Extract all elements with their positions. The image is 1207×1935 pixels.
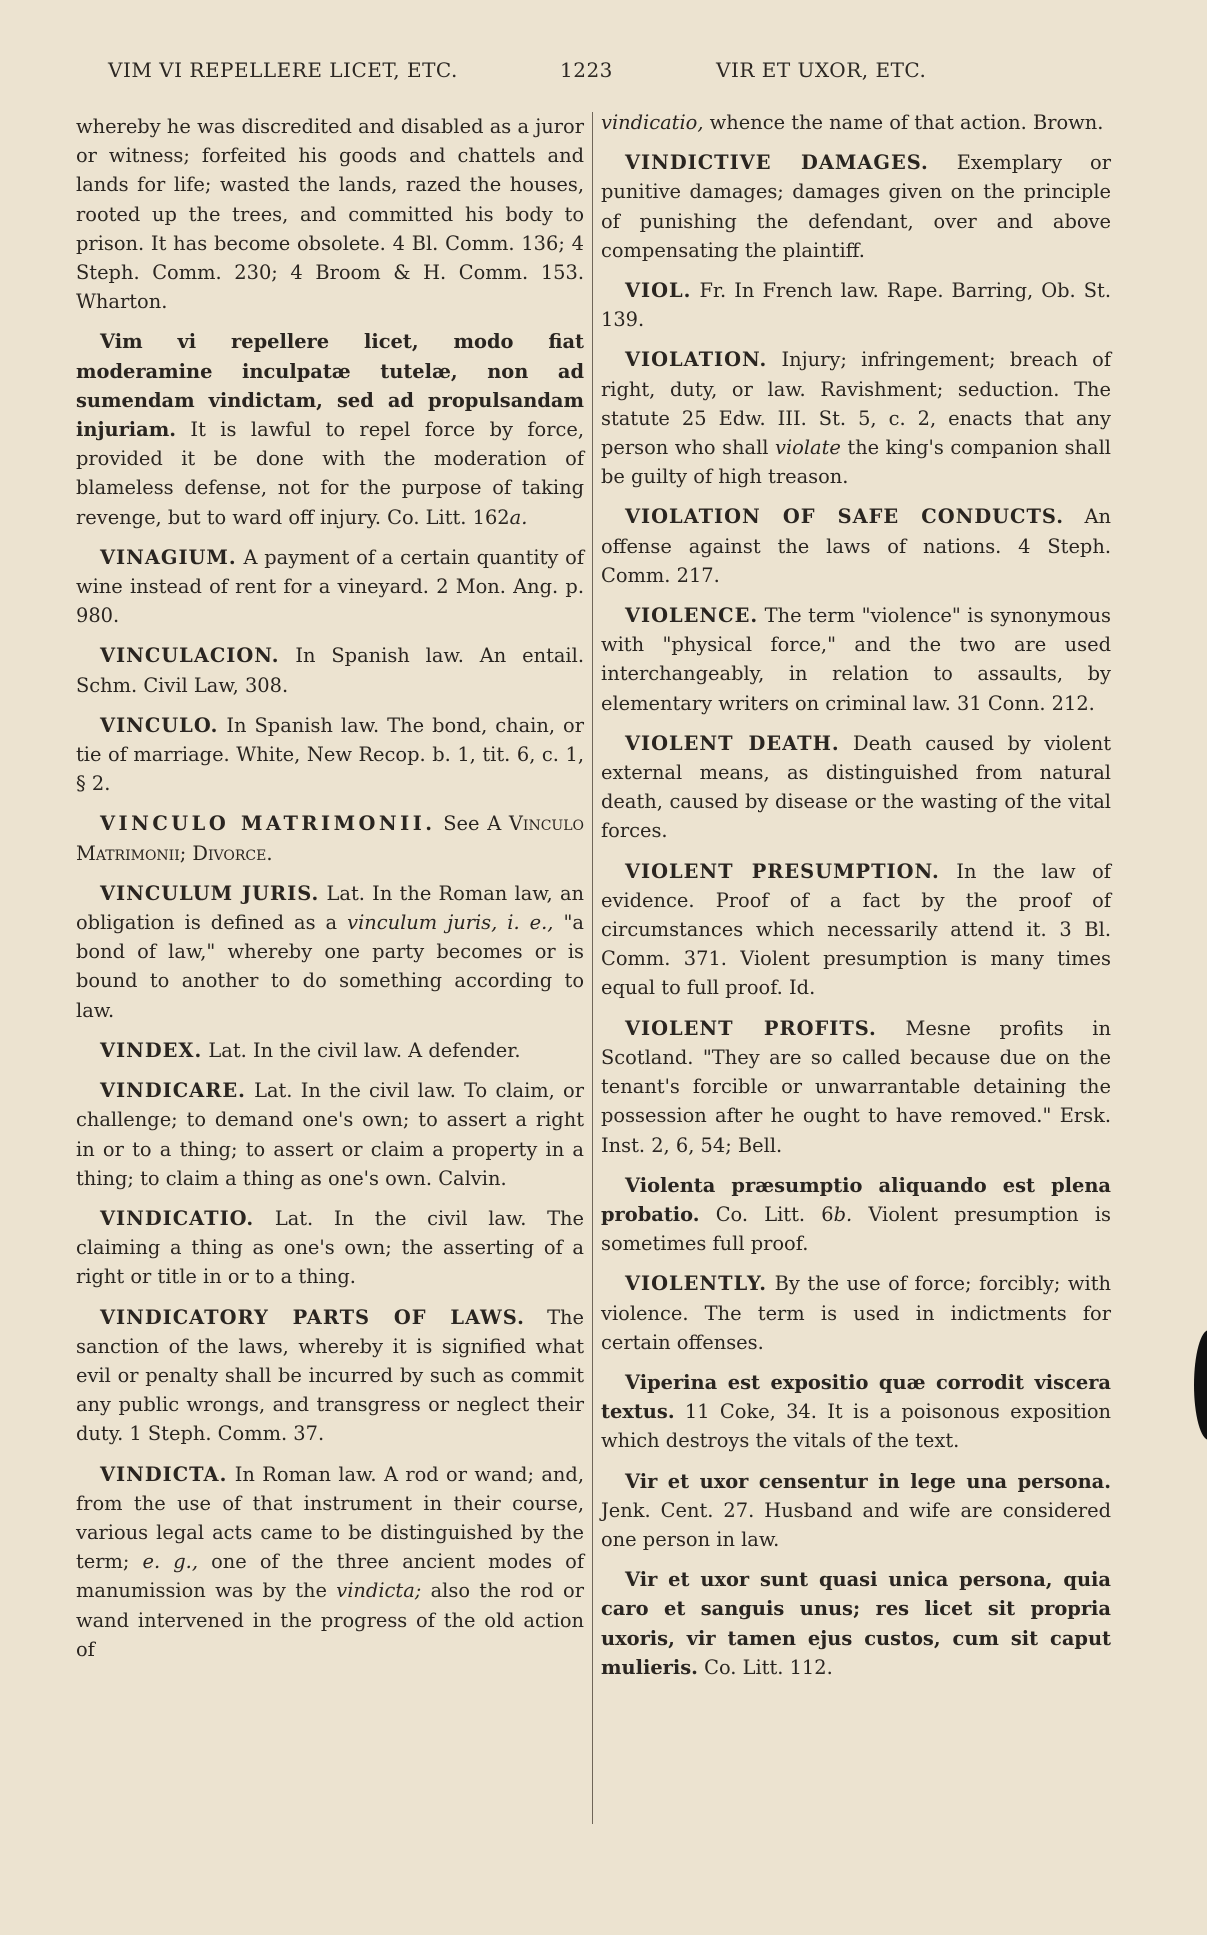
- ink-blot: [1194, 1330, 1207, 1440]
- entry-violent-death: VIOLENT DEATH. Death caused by violent external means, as distinguished from natural death, caused by disease or the wasting of the vital forces.: [601, 731, 1111, 843]
- entry-vindictive-damages: VINDICTIVE DAMAGES. Exemplary or punitive damages; damages given on the principle of punishing the defendant, over and above compensating the plaintiff.: [601, 151, 1111, 262]
- page-number: 1223: [560, 58, 613, 82]
- entry-vinculacion: VINCULACION. In Spanish law. An entail. Schm. Civil Law, 308.: [76, 644, 584, 697]
- entry-viol: VIOL. Fr. In French law. Rape. Barring, Ob. St. 139.: [601, 279, 1111, 332]
- maxim-vir-et-uxor-censentur: Vir et uxor censentur in lege una persona. Jenk. Cent. 27. Husband and wife are considered one person in law.: [601, 1469, 1111, 1551]
- running-head: [108, 58, 988, 92]
- entry-violent-presumption: VIOLENT PRESUMPTION. In the law of evidence. Proof of a fact by the proof of circumstances which necessarily attend it. 3 Bl. Comm. 371. Violent presumption is many times equal to full proof. Id.: [601, 859, 1111, 1000]
- left-column: [76, 112, 584, 1675]
- entry-vinagium: VINAGIUM. A payment of a certain quantity of wine instead of rent for a vineyard. 2 Mon. Ang. p. 980.: [76, 545, 584, 628]
- entry-continuation: whereby he was discredited and disabled as a juror or witness; forfeited his goods and chattels and lands for life; wasted the lands, razed the houses, rooted up the trees, and committed his body to prison. It has become obsolete. 4 Bl. Comm. 136; 4 Steph. Comm. 230; 4 Broom & H. Comm. 153. Wharton.: [76, 115, 584, 314]
- running-head-left: VIM VI REPELLERE LICET, ETC.: [108, 58, 458, 82]
- entry-violent-profits: VIOLENT PROFITS. Mesne profits in Scotland. "They are so called because due on the tenant's forcible or unwarrantable detaining the possession after he ought to have removed." Ersk. Inst. 2, 6, 54; Bell.: [601, 1016, 1111, 1157]
- entry-vindicatio: VINDICATIO. Lat. In the civil law. The claiming a thing as one's own; the asserting of a right or title in or to a thing.: [76, 1206, 584, 1289]
- entry-vinculum-juris: VINCULUM JURIS. Lat. In the Roman law, an obligation is defined as a vinculum juris, i. e., "a bond of law," whereby one party becomes or is bound to another to do something according to law.: [76, 881, 584, 1022]
- entry-violently: VIOLENTLY. By the use of force; forcibly; with violence. The term is used in indictments for certain offenses.: [601, 1272, 1111, 1354]
- entry-violation-of-safe-conducts: VIOLATION OF SAFE CONDUCTS. An offense against the laws of nations. 4 Steph. Comm. 217.: [601, 505, 1112, 587]
- entry-vinculo-matrimonii: VINCULO MATRIMONII. See A Vinculo Matrimonii; Divorce.: [76, 812, 584, 865]
- entry-continuation: vindicatio, whence the name of that action. Brown.: [601, 111, 1104, 134]
- entry-violence: VIOLENCE. The term "violence" is synonymous with "physical force," and the two are used interchangeably, in relation to assaults, by elementary writers on criminal law. 31 Conn. 212.: [601, 604, 1111, 715]
- right-column: [601, 108, 1111, 1693]
- maxim-vim-vi-repellere: Vim vi repellere licet, modo fiat moderamine inculpatæ tutelæ, non ad sumendam vindictam, sed ad propulsandam injuriam. It is lawful to repel force by force, provided it be done with the moderation of blameless defense, not for the purpose of taking revenge, but to ward off injury. Co. Litt. 162a.: [76, 330, 584, 529]
- maxim-viperina-est-expositio: Viperina est expositio quæ corrodit viscera textus. 11 Coke, 34. It is a poisonous exposition which destroys the vitals of the text.: [601, 1370, 1111, 1453]
- entry-vindicta: VINDICTA. In Roman law. A rod or wand; and, from the use of that instrument in their course, various legal acts came to be distinguished by the term; e. g., one of the three ancient modes of manumission was by the vindicta; also the rod or wand intervened in the progress of the old action of: [76, 1462, 584, 1661]
- running-head-right: VIR ET UXOR, ETC.: [716, 58, 927, 82]
- entry-vindicare: VINDICARE. Lat. In the civil law. To claim, or challenge; to demand one's own; to assert a right in or to a thing; to assert or claim a property in a thing; to claim a thing as one's own. Calvin.: [76, 1079, 584, 1190]
- entry-vindicatory-parts-of-laws: VINDICATORY PARTS OF LAWS. The sanction of the laws, whereby it is signified what evil or penalty shall be incurred by such as commit any public wrongs, and transgress or neglect their duty. 1 Steph. Comm. 37.: [76, 1305, 584, 1446]
- maxim-vir-et-uxor-sunt: Vir et uxor sunt quasi unica persona, quia caro et sanguis unus; res licet sit propria uxoris, vir tamen ejus custos, cum sit caput mulieris. Co. Litt. 112.: [601, 1568, 1111, 1679]
- maxim-violenta-praesumptio: Violenta præsumptio aliquando est plena probatio. Co. Litt. 6b. Violent presumption is sometimes full proof.: [601, 1173, 1111, 1256]
- entry-vinculo: VINCULO. In Spanish law. The bond, chain, or tie of marriage. White, New Recop. b. 1, tit. 6, c. 1, § 2.: [76, 713, 584, 796]
- entry-violation: VIOLATION. Injury; infringement; breach of right, duty, or law. Ravishment; seduction. The statute 25 Edw. III. St. 5, c. 2, enacts that any person who shall violate the king's companion shall be guilty of high treason.: [601, 348, 1111, 489]
- entry-vindex: VINDEX. Lat. In the civil law. A defender.: [100, 1038, 521, 1062]
- column-divider: [592, 112, 593, 1824]
